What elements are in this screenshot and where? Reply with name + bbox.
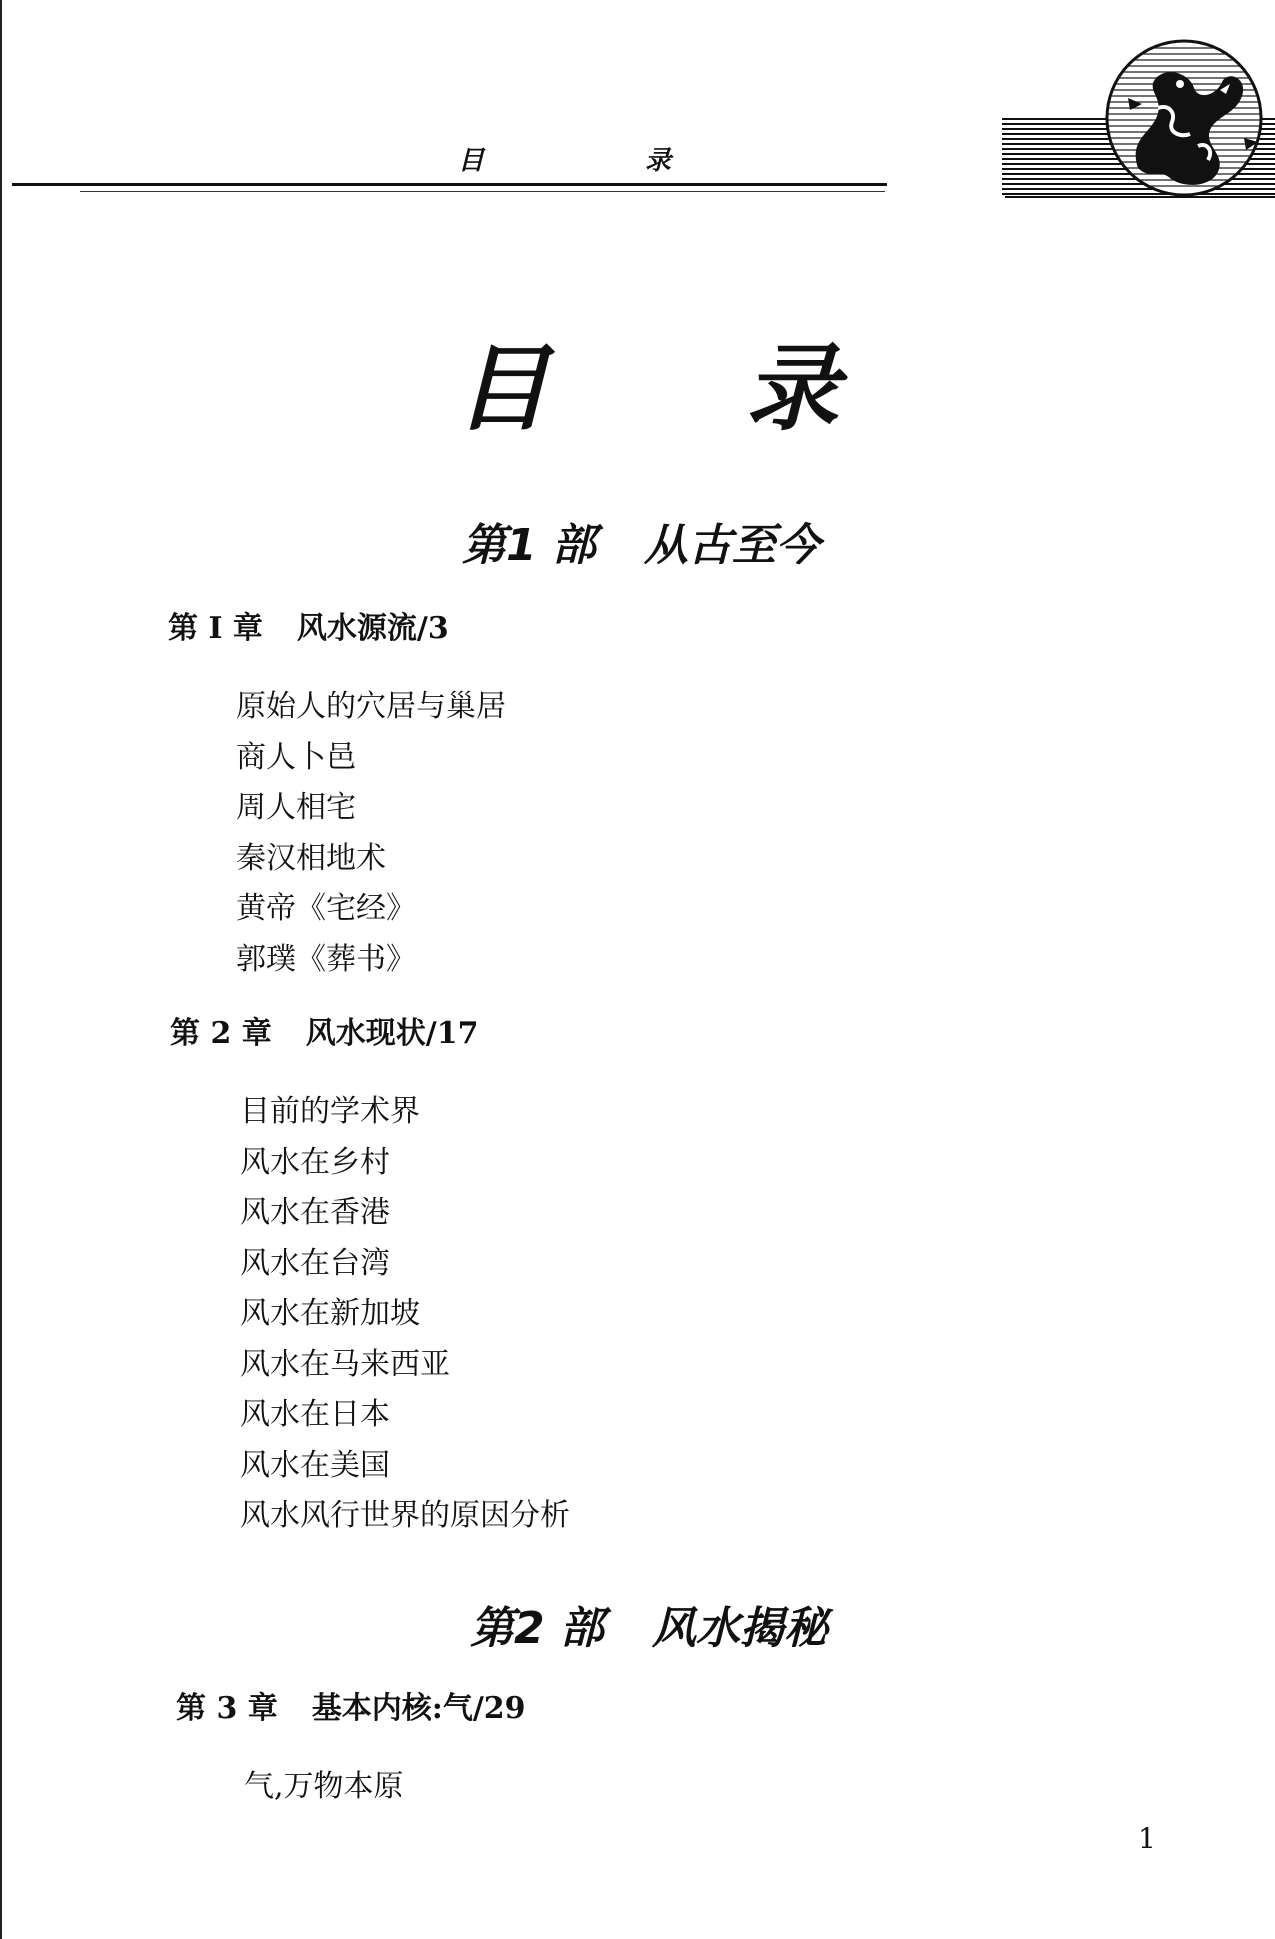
chapter-heading bbox=[176, 1691, 526, 1727]
section-item: 商人卜邑 bbox=[236, 739, 356, 775]
page-edge bbox=[0, 0, 2, 1939]
part-heading bbox=[462, 520, 820, 572]
section-item: 周人相宅 bbox=[236, 790, 356, 825]
dragon-emblem-icon bbox=[1098, 38, 1270, 202]
section-list bbox=[236, 682, 506, 985]
section-item: 原始人的穴居与巢居 bbox=[236, 689, 506, 724]
section-item: 黄帝《宅经》 bbox=[236, 891, 416, 926]
header-rule bbox=[12, 183, 887, 186]
page-title-char-2: 录 bbox=[745, 335, 840, 444]
chapter-heading bbox=[170, 1016, 478, 1052]
section-item: 风水在台湾 bbox=[240, 1245, 390, 1281]
part-number: 第1 部 bbox=[462, 520, 596, 571]
section-item: 郭璞《葬书》 bbox=[236, 941, 416, 977]
chapter-title: 风水现状/17 bbox=[305, 1016, 479, 1051]
running-header-left: 目 bbox=[458, 146, 485, 176]
part-number: 第2 部 bbox=[470, 1603, 604, 1654]
chapter-number: 第 2 章 bbox=[170, 1016, 272, 1051]
chapter-heading bbox=[168, 611, 449, 647]
part-heading bbox=[470, 1603, 828, 1655]
part-title: 从古至今 bbox=[643, 520, 820, 571]
part-title: 风水揭秘 bbox=[651, 1603, 828, 1654]
section-item: 秦汉相地术 bbox=[236, 840, 386, 876]
section-list bbox=[240, 1087, 570, 1542]
section-item: 风水在乡村 bbox=[240, 1144, 390, 1180]
section-item: 风水在新加坡 bbox=[240, 1296, 420, 1331]
section-item: 风水在香港 bbox=[240, 1195, 390, 1230]
header-rule-thin bbox=[80, 191, 885, 192]
section-item: 气,万物本原 bbox=[244, 1769, 404, 1804]
chapter-number: 第 I 章 bbox=[168, 611, 263, 646]
running-header bbox=[0, 0, 1275, 210]
section-item: 目前的学术界 bbox=[240, 1094, 420, 1129]
page-title-char-1: 目 bbox=[455, 335, 550, 444]
section-item: 风水在美国 bbox=[240, 1447, 390, 1483]
section-item: 风水在马来西亚 bbox=[240, 1346, 450, 1382]
running-header-right: 录 bbox=[645, 146, 672, 176]
section-list bbox=[244, 1762, 404, 1813]
chapter-title: 风水源流/3 bbox=[296, 611, 449, 646]
section-item: 风水在日本 bbox=[240, 1397, 390, 1432]
chapter-number: 第 3 章 bbox=[176, 1691, 278, 1726]
chapter-title: 基本内核:气/29 bbox=[311, 1691, 526, 1726]
page-number: 1 bbox=[1138, 1822, 1156, 1855]
section-item: 风水风行世界的原因分析 bbox=[240, 1498, 570, 1533]
